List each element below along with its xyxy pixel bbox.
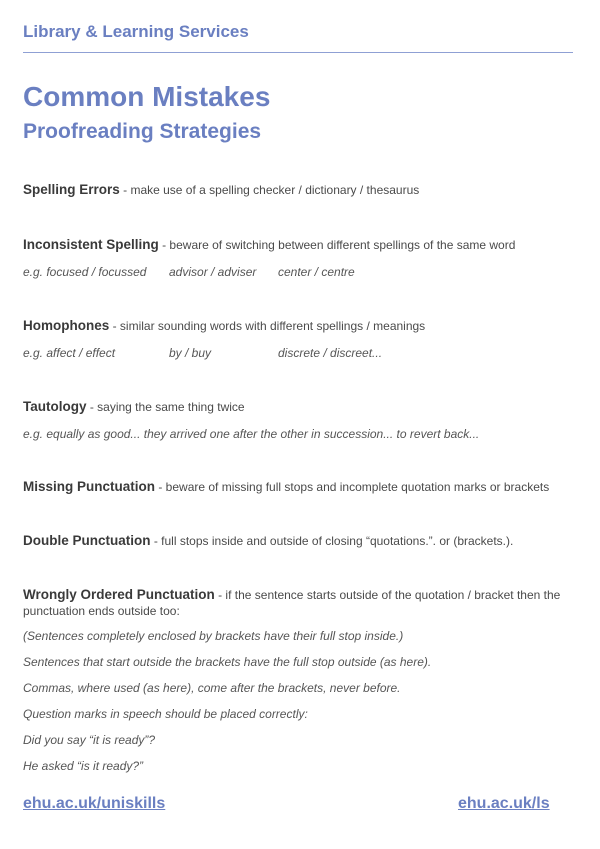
- section-heading: Spelling Errors: [23, 182, 120, 197]
- footer-link-uniskills[interactable]: ehu.ac.uk/uniskills: [23, 795, 166, 812]
- section-description: - make use of a spelling checker / dictionary / thesaurus: [119, 183, 420, 197]
- example-item: by / buy: [169, 346, 212, 360]
- section-heading: Tautology: [23, 399, 87, 414]
- example-line: He asked “is it ready?”: [23, 759, 144, 773]
- section-homophones: [23, 318, 579, 334]
- section-double-punctuation: [23, 533, 579, 549]
- section-missing-punctuation: [23, 479, 579, 495]
- section-description: - saying the same thing twice: [86, 400, 245, 414]
- section-description: - beware of missing full stops and incomplete quotation marks or brackets: [155, 480, 550, 494]
- example-item: center / centre: [278, 265, 355, 279]
- page-subtitle: Proofreading Strategies: [23, 120, 262, 143]
- section-spelling-errors: [23, 182, 579, 198]
- example-row: [23, 265, 355, 279]
- header-divider: [23, 52, 573, 53]
- section-wrongly-ordered-punctuation: [23, 587, 579, 619]
- section-heading: Homophones: [23, 318, 110, 333]
- example-line: Sentences that start outside the brackets have the full stop outside (as here).: [23, 655, 432, 669]
- section-inconsistent-spelling: [23, 237, 579, 253]
- section-tautology: [23, 399, 579, 415]
- header-title: Library & Learning Services: [23, 22, 249, 41]
- footer-link-ls[interactable]: ehu.ac.uk/ls: [458, 795, 550, 812]
- section-description: - full stops inside and outside of closing “quotations.”. or (brackets.).: [150, 534, 514, 548]
- example-line: Question marks in speech should be placed correctly:: [23, 707, 308, 721]
- section-heading: Double Punctuation: [23, 533, 151, 548]
- example-item: advisor / adviser: [169, 265, 257, 279]
- section-heading: Inconsistent Spelling: [23, 237, 159, 252]
- section-description: - beware of switching between different spellings of the same word: [158, 238, 516, 252]
- section-heading: Wrongly Ordered Punctuation: [23, 587, 215, 602]
- section-heading: Missing Punctuation: [23, 479, 156, 494]
- example-row: [23, 346, 382, 360]
- example-item: discrete / discreet...: [278, 346, 383, 360]
- example-item: e.g. focused / focussed: [23, 265, 147, 279]
- page-title: Common Mistakes: [23, 81, 271, 112]
- example-item: e.g. affect / effect: [23, 346, 116, 360]
- section-description: - similar sounding words with different spellings / meanings: [109, 319, 426, 333]
- example-line: Did you say “it is ready”?: [23, 733, 156, 747]
- example-row: e.g. equally as good... they arrived one after the other in succession... to revert back...: [23, 427, 480, 441]
- example-line: Commas, where used (as here), come after the brackets, never before.: [23, 681, 401, 695]
- example-line: (Sentences completely enclosed by brackets have their full stop inside.): [23, 629, 404, 643]
- section-description: - if the sentence starts outside of the quotation / bracket then the punctuation ends outside too:: [23, 588, 561, 618]
